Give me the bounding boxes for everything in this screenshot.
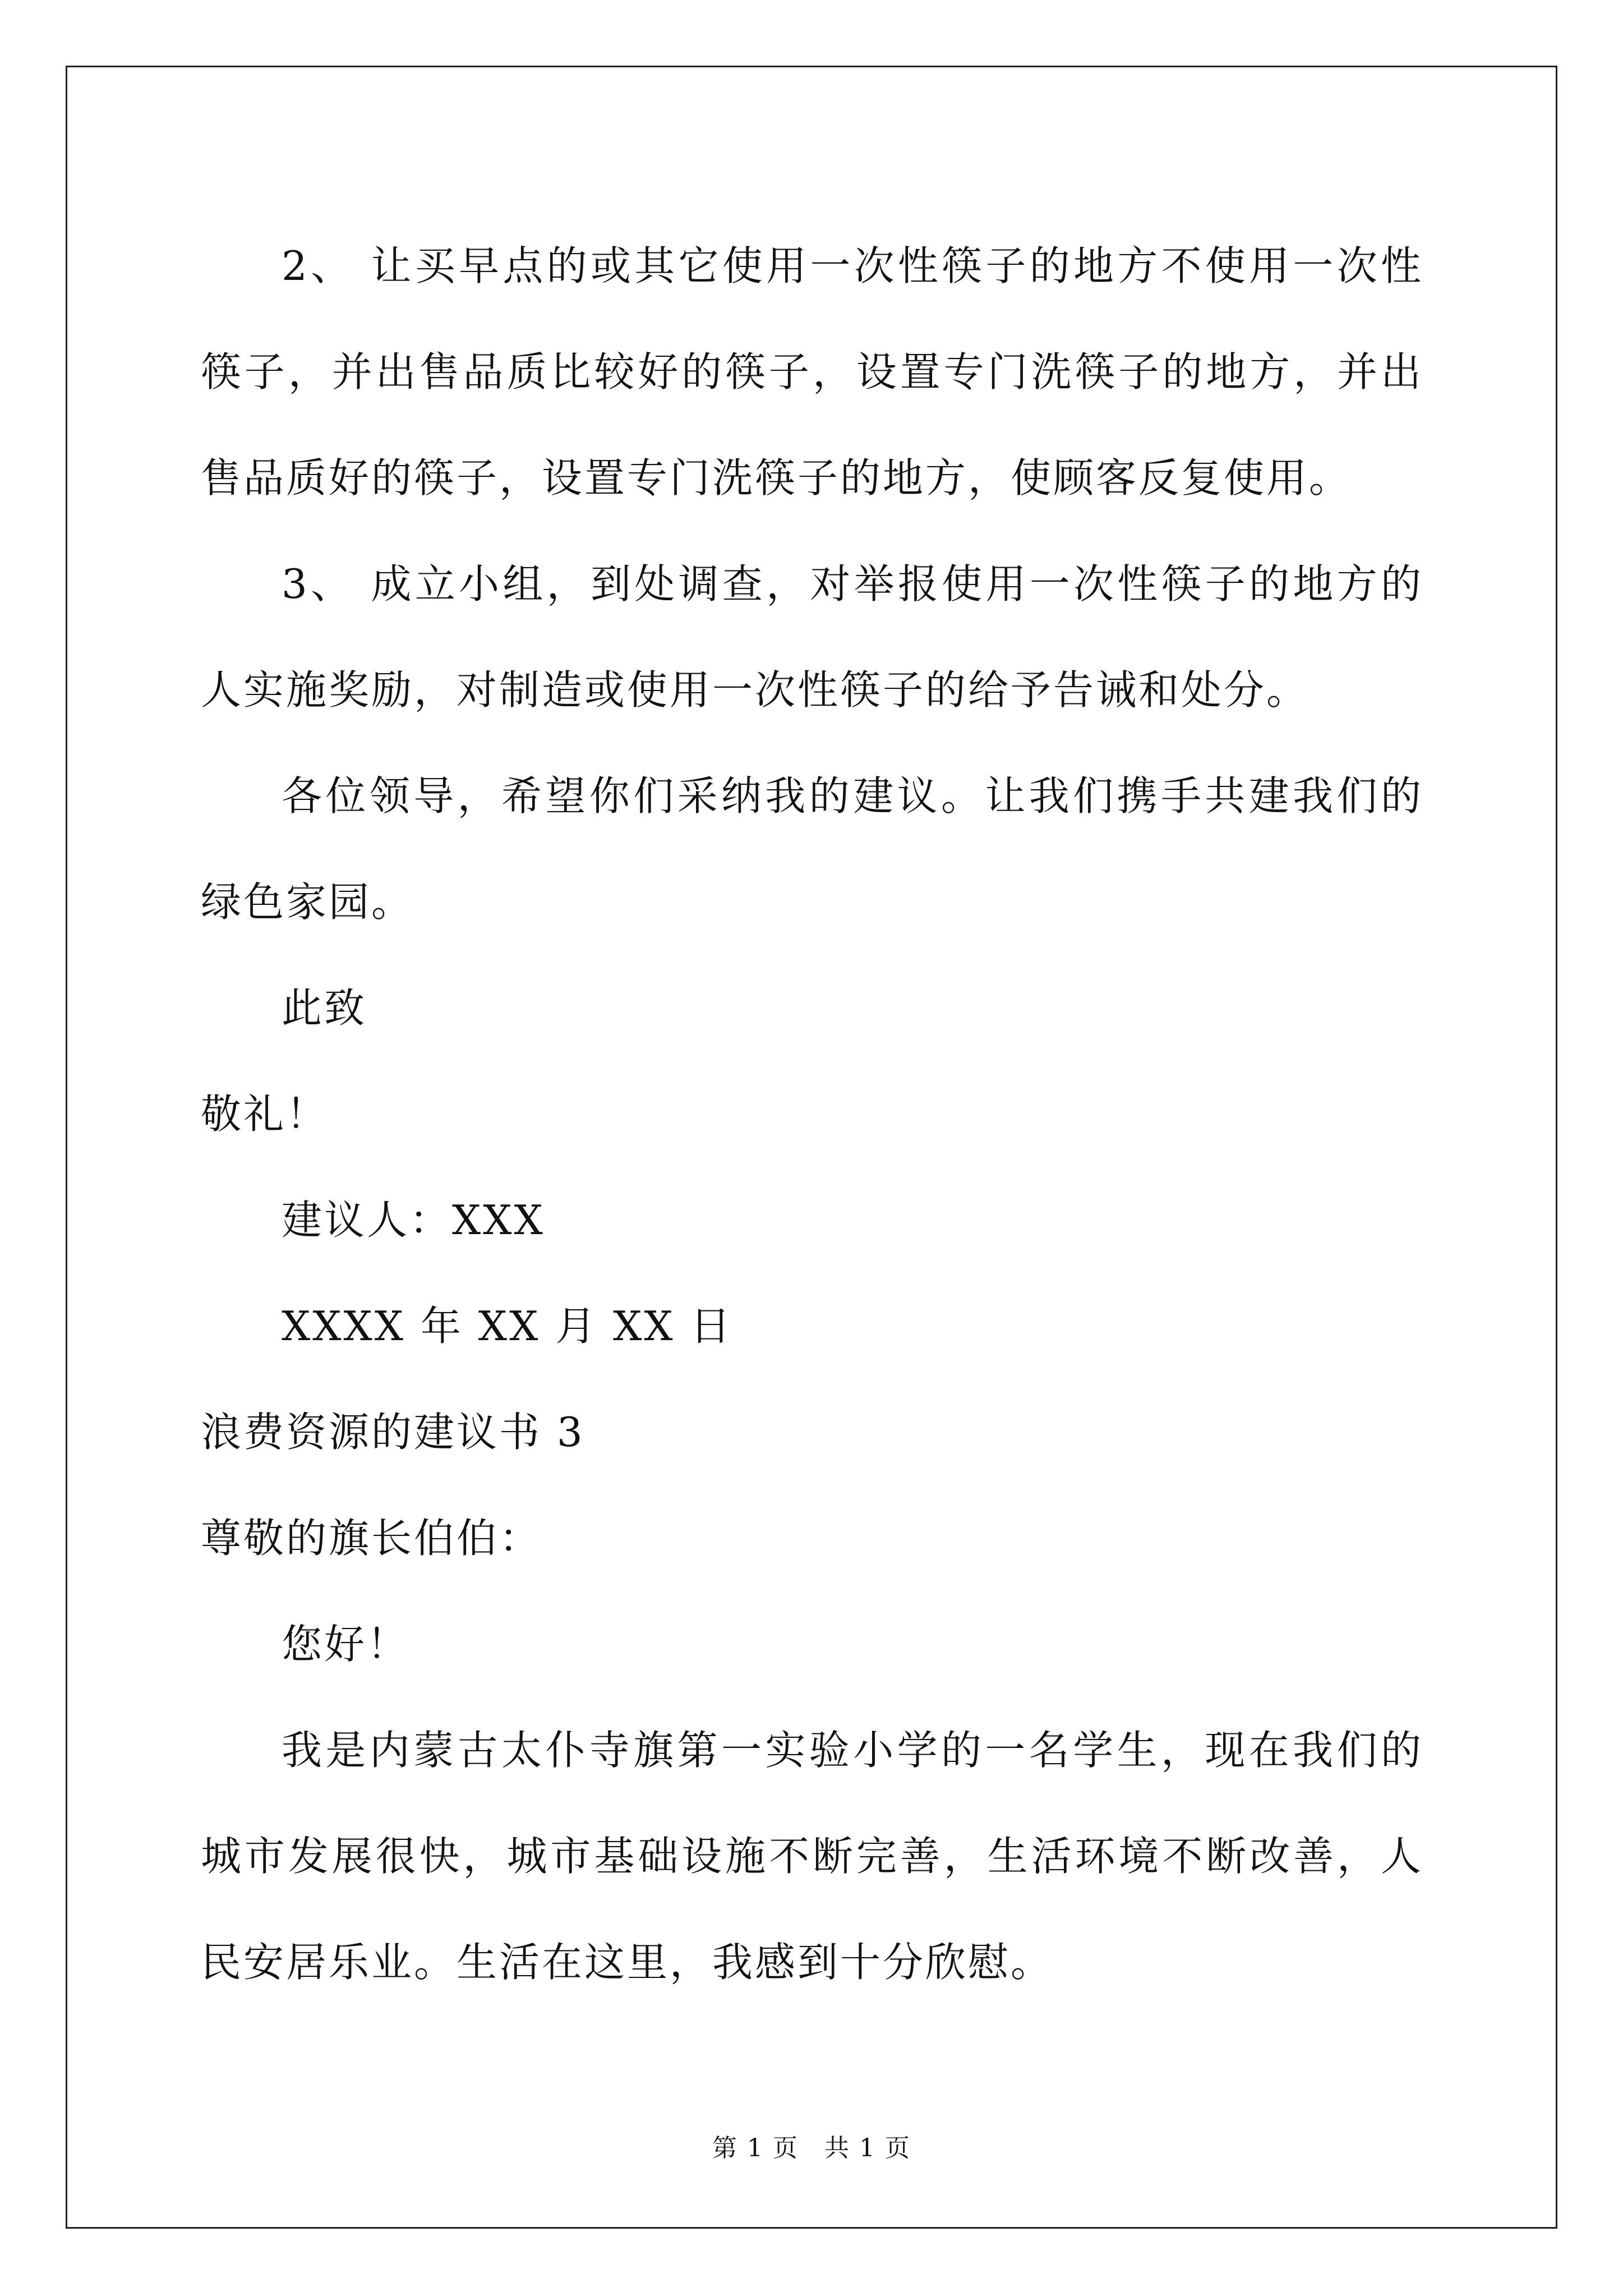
addressee-line: 尊敬的旗长伯伯： bbox=[201, 1515, 542, 1562]
proposer-line: 建议人：XXX bbox=[282, 1197, 545, 1244]
paragraph-introduction: 我是内蒙古太仆寺旗第一实验小学的一名学生，现在我们的城市发展很快，城市基础设施不断完善，生活环境不断改善，人民安居乐业。生活在这里，我感到十分欣慰。 bbox=[201, 1727, 1423, 1986]
page-number-footer: 第 1 页 共 1 页 bbox=[712, 2134, 911, 2162]
date-line: XXXX 年 XX 月 XX 日 bbox=[282, 1303, 733, 1350]
paragraph-suggestion-2: 2、 让买早点的或其它使用一次性筷子的地方不使用一次性筷子，并出售品质比较好的筷子，设置专门洗筷子的地方，并出售品质好的筷子，设置专门洗筷子的地方，使顾客反复使用。 bbox=[201, 242, 1423, 501]
paragraph-suggestion-3: 3、 成立小组，到处调查，对举报使用一次性筷子的地方的人实施奖励，对制造或使用一次性筷子的给予告诫和处分。 bbox=[201, 560, 1423, 714]
section-title: 浪费资源的建议书 3 bbox=[201, 1409, 585, 1456]
salutation-cizhi: 此致 bbox=[282, 984, 367, 1032]
document-body bbox=[201, 213, 1423, 2016]
greeting-line: 您好！ bbox=[282, 1621, 410, 1668]
salutation-jingli: 敬礼！ bbox=[201, 1091, 329, 1138]
paragraph-closing-appeal: 各位领导，希望你们采纳我的建议。让我们携手共建我们的绿色家园。 bbox=[201, 772, 1423, 926]
